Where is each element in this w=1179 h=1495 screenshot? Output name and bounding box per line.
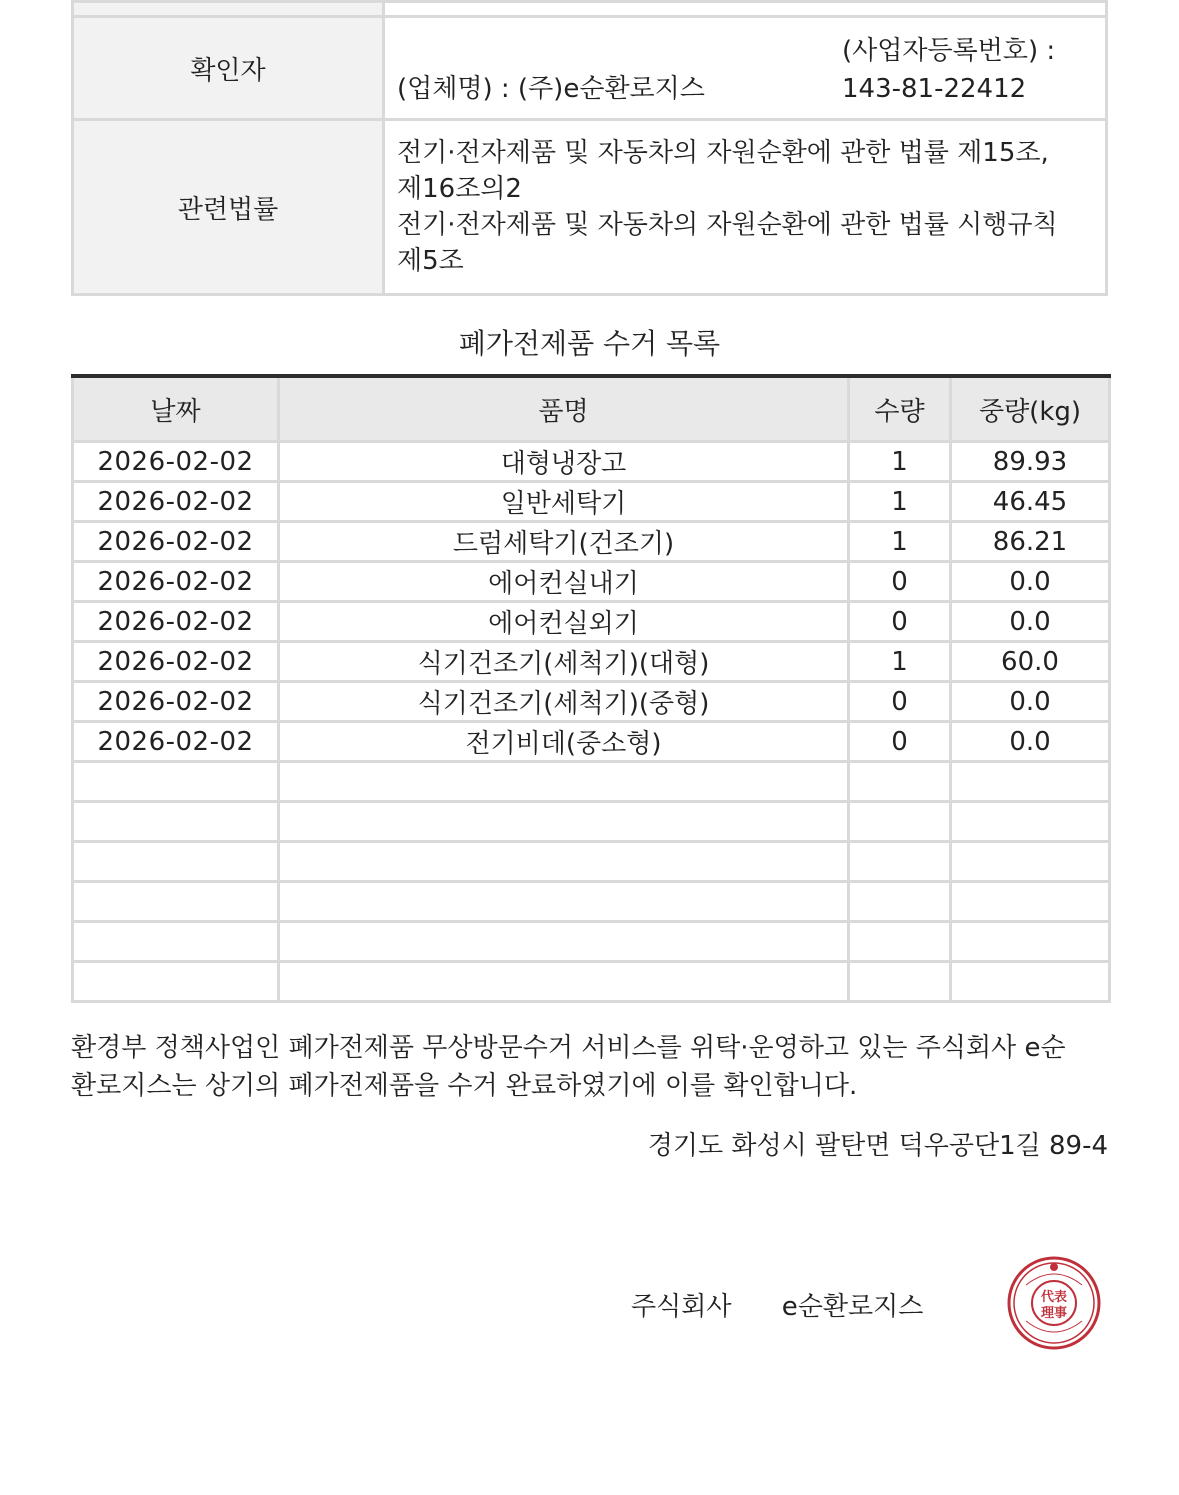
cell-qty: 0 [849,682,951,722]
cell-date: 2026-02-02 [73,442,279,482]
cell-date [73,962,279,1002]
cell-qty: 0 [849,722,951,762]
cell-item: 대형냉장고 [279,442,849,482]
cell-qty [849,762,951,802]
cell-date: 2026-02-02 [73,562,279,602]
cell-weight: 86.21 [951,522,1110,562]
cell-qty: 0 [849,562,951,602]
cell-qty [849,842,951,882]
table-row [73,762,1110,802]
confirmer-label: 확인자 [73,17,384,120]
cell-weight [951,802,1110,842]
collection-list-table [71,374,1111,1003]
cell-date [73,762,279,802]
cell-item [279,842,849,882]
cell-date [73,922,279,962]
cell-item [279,802,849,842]
table-row [73,842,1110,882]
confirmer-row [73,17,1107,120]
cell-date: 2026-02-02 [73,522,279,562]
cell-weight: 46.45 [951,482,1110,522]
cell-date: 2026-02-02 [73,682,279,722]
cell-weight: 0.0 [951,562,1110,602]
svg-text:代表: 代表 [1040,1290,1068,1305]
cell-item: 에어컨실내기 [279,562,849,602]
law-row [73,120,1107,295]
cell-weight [951,762,1110,802]
header-weight: 중량(kg) [951,376,1110,442]
cell-weight: 60.0 [951,642,1110,682]
table-row [73,882,1110,922]
table-body [73,442,1110,1002]
confirmation-info-table [71,0,1108,296]
cell-item [279,762,849,802]
cell-weight [951,882,1110,922]
cell-date: 2026-02-02 [73,642,279,682]
law-line: 제5조 [397,246,464,276]
list-title: 폐가전제품 수거 목록 [458,327,721,360]
cell-item [279,962,849,1002]
table-header-row [73,376,1110,442]
cell-qty [849,922,951,962]
cell-weight: 0.0 [951,602,1110,642]
table-row [73,682,1110,722]
cell-qty [849,962,951,1002]
header-item: 품명 [279,376,849,442]
cell-weight [951,962,1110,1002]
company-address: 경기도 화성시 팔탄면 덕우공단1길 89-4 [647,1131,1108,1161]
cell-item: 식기건조기(세척기)(대형) [279,642,849,682]
cell-qty [849,882,951,922]
company-name: (업체명) : (주)e순환로지스 [397,74,705,104]
statement-line: 환로지스는 상기의 폐가전제품을 수거 완료하였기에 이를 확인합니다. [71,1071,858,1101]
document [71,0,1108,1322]
cell-item [279,922,849,962]
cell-date [73,842,279,882]
table-row [73,722,1110,762]
cell-item [279,882,849,922]
cell-item: 드럼세탁기(건조기) [279,522,849,562]
table-row [73,802,1110,842]
table-row [73,522,1110,562]
law-line: 전기·전자제품 및 자동차의 자원순환에 관한 법률 제15조, [397,138,1049,168]
cell-weight: 0.0 [951,682,1110,722]
cell-date: 2026-02-02 [73,722,279,762]
signature-line [631,1286,923,1323]
cell-qty: 1 [849,522,951,562]
law-line: 전기·전자제품 및 자동차의 자원순환에 관한 법률 시행규칙 [397,210,1058,240]
table-row [73,922,1110,962]
law-line: 제16조의2 [397,174,522,204]
biz-reg-number: 143-81-22412 [842,74,1027,104]
cell-weight: 0.0 [951,722,1110,762]
cell-item: 전기비데(중소형) [279,722,849,762]
statement-line: 환경부 정책사업인 폐가전제품 무상방문수거 서비스를 위탁·운영하고 있는 주식회사 e순 [71,1033,1066,1063]
cell-qty: 0 [849,602,951,642]
cell-date [73,802,279,842]
table-row [73,962,1110,1002]
table-row [73,602,1110,642]
cell-qty: 1 [849,442,951,482]
law-label: 관련법률 [73,120,384,295]
law-text [397,121,1093,279]
cell-item: 에어컨실외기 [279,602,849,642]
table-row [73,442,1110,482]
cell-weight [951,922,1110,962]
cell-item: 식기건조기(세척기)(중형) [279,682,849,722]
cell-date [73,882,279,922]
header-qty: 수량 [849,376,951,442]
cell-date: 2026-02-02 [73,482,279,522]
info-top-row [73,2,1107,17]
cell-date: 2026-02-02 [73,602,279,642]
cell-qty [849,802,951,842]
svg-text:理事: 理事 [1040,1306,1068,1321]
cell-qty: 1 [849,642,951,682]
sign-company: e순환로지스 [781,1292,924,1322]
cell-qty: 1 [849,482,951,522]
table-row [73,562,1110,602]
biz-reg-label: (사업자등록번호) : [842,36,1056,66]
cell-weight [951,842,1110,882]
sign-prefix: 주식회사 [631,1292,732,1322]
table-row [73,482,1110,522]
table-row [73,642,1110,682]
confirmation-statement [71,1029,1108,1105]
cell-item: 일반세탁기 [279,482,849,522]
company-seal-stamp [1006,1255,1102,1351]
cell-weight: 89.93 [951,442,1110,482]
header-date: 날짜 [73,376,279,442]
